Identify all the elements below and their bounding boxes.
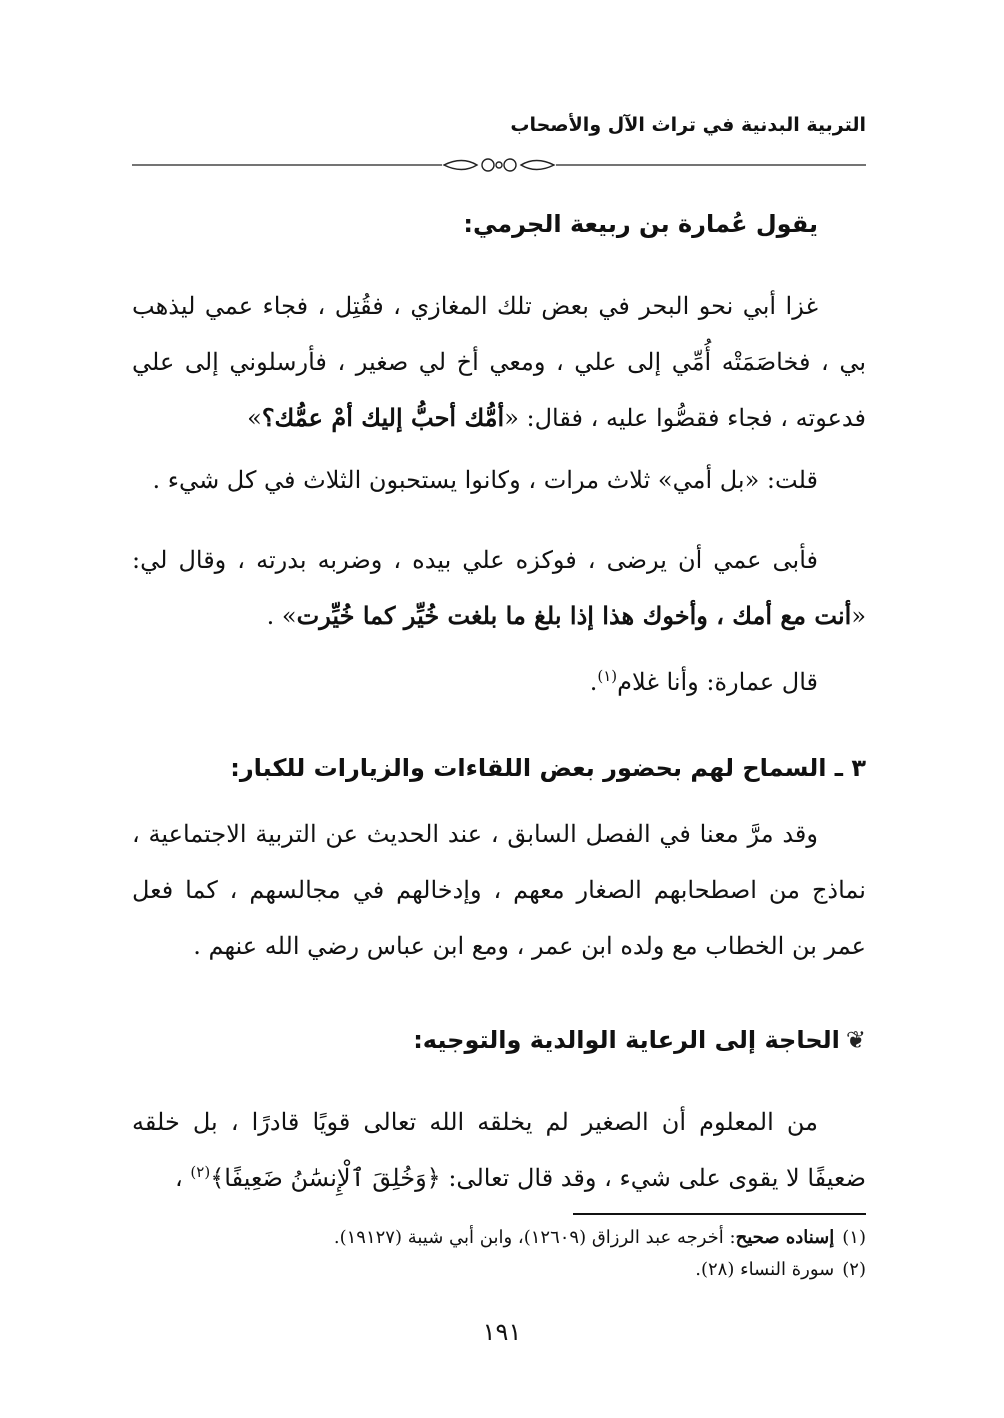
page-number: ١٩١ — [482, 1318, 522, 1346]
paragraph-uncle — [132, 532, 866, 644]
footnote-ref-1[interactable]: (١) — [597, 667, 618, 685]
answer-text: قلت: «بل أمي» ثلاث مرات ، وكانوا يستحبون الثلاث في كل شيء . — [152, 466, 818, 494]
uncle-text: فأبى عمي أن يرضى ، فوكزه علي بيده ، وضربه بدرته ، وقال لي: « — [132, 546, 866, 630]
paragraph-answer — [132, 452, 866, 508]
footnote-ref-2[interactable]: (٢) — [190, 1163, 211, 1181]
uncle-quote-bold: أنت مع أمك ، وأخوك هذا إذا بلغ ما بلغت خُيِّر كما خُيِّرت — [296, 601, 852, 630]
paragraph-intro — [132, 196, 866, 252]
fleuron-icon: ❦ — [845, 1026, 866, 1054]
footnote-2-text: سورة النساء (٢٨). — [695, 1259, 835, 1280]
ammara-text: قال عمارة: وأنا غلام — [617, 668, 818, 696]
footnote-1-bold: إسناده صحيح — [735, 1227, 835, 1248]
subsection-heading — [132, 1020, 866, 1060]
header-ornament-rule — [132, 156, 866, 174]
subsection-heading-text: الحاجة إلى الرعاية الوالدية والتوجيه: — [413, 1026, 840, 1054]
intro-line: يقول عُمارة بن ربيعة الجرمي: — [463, 210, 818, 238]
paragraph-social — [132, 806, 866, 974]
parenting-end: ، — [175, 1164, 191, 1192]
uncle-quote-close: » . — [266, 602, 297, 630]
footnote-2 — [132, 1254, 866, 1286]
narration-quote-close: » — [247, 404, 262, 432]
footnote-1 — [132, 1222, 866, 1254]
footnotes — [132, 1222, 866, 1286]
narration-text: غزا أبي نحو البحر في بعض تلك المغازي ، فقُتِل ، فجاء عمي ليذهب بي ، فخاصَمَتْه أُمِّي إلى علي ، ومعي أخ لي صغير ، فأرسلوني إلى علي فدعوته ، فجاء فقصُّوا عليه ، فقال: « — [132, 292, 866, 432]
parenting-text: من المعلوم أن الصغير لم يخلقه الله تعالى قويًا قادرًا ، بل خلقه ضعيفًا لا يقوى على شيء ، وقد قال تعالى: ﴿وَخُلِقَ ٱلْإِنسَٰنُ ضَعِيفًا﴾ — [132, 1108, 866, 1192]
running-title: التربية البدنية في تراث الآل والأصحاب — [510, 114, 866, 136]
social-text: وقد مرَّ معنا في الفصل السابق ، عند الحديث عن التربية الاجتماعية ، نماذج من اصطحابهم الصغار معهم ، وإدخالهم في مجالسهم ، كما فعل عمر بن الخطاب مع ولده ابن عمر ، ومع ابن عباس رضي الله عنهم . — [132, 820, 866, 960]
footnote-2-number: (٢) — [842, 1259, 866, 1280]
paragraph-narration — [132, 278, 866, 446]
paragraph-ammara — [132, 654, 866, 710]
footnote-separator — [573, 1213, 866, 1215]
paragraph-parenting — [132, 1094, 866, 1206]
footnote-1-text: : أخرجه عبد الرزاق (١٢٦٠٩)، وابن أبي شيبة (١٩١٢٧). — [333, 1227, 736, 1248]
ammara-end: . — [589, 668, 598, 696]
footnote-1-number: (١) — [842, 1227, 866, 1248]
narration-quote-bold: أمُّك أحبُّ إليك أمْ عمُّك؟ — [261, 403, 505, 432]
section-heading-3: ٣ ـ السماح لهم بحضور بعض اللقاءات والزيارات للكبار: — [230, 754, 866, 782]
